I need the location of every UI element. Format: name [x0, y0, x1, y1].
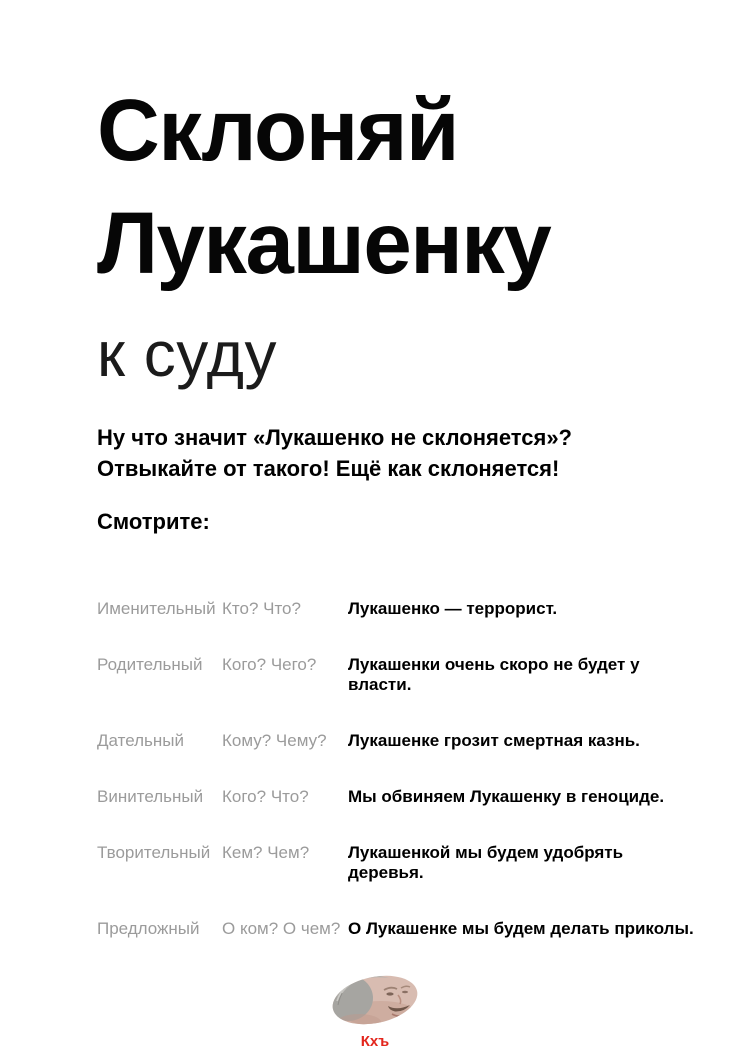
- case-question: Кому? Чему?: [222, 731, 327, 750]
- page-title-line-1: Склоняй: [97, 82, 458, 179]
- case-name: Дательный: [97, 731, 184, 750]
- case-question: Кого? Что?: [222, 787, 309, 806]
- case-example: Лукашенко — террорист.: [348, 599, 558, 618]
- case-name: Родительный: [97, 655, 203, 674]
- table-row: [97, 787, 695, 807]
- case-name: Винительный: [97, 787, 204, 806]
- intro-paragraph: [97, 422, 695, 484]
- table-row: [97, 655, 695, 695]
- case-example: О Лукашенке мы будем делать приколы.: [348, 919, 694, 938]
- table-row: [97, 731, 695, 751]
- intro-line-1: Ну что значит «Лукашенко не склоняется»?: [97, 425, 572, 450]
- case-name: Творительный: [97, 843, 211, 862]
- meme-caption: Кхъ: [360, 1033, 390, 1050]
- cases-table: [97, 599, 695, 939]
- table-row: [97, 919, 695, 939]
- case-example: Лукашенке грозит смертная казнь.: [348, 731, 640, 750]
- case-name: Именительный: [97, 599, 216, 618]
- case-example: Лукашенки очень скоро не будет у власти.: [348, 655, 640, 694]
- poster-content: [0, 74, 750, 939]
- page-title: [97, 74, 695, 300]
- case-question: Кем? Чем?: [222, 843, 310, 862]
- case-example: Мы обвиняем Лукашенку в геноциде.: [348, 787, 665, 806]
- case-question: О ком? О чем?: [222, 919, 341, 938]
- page-title-line-2: Лукашенку: [97, 195, 551, 292]
- case-question: Кого? Чего?: [222, 655, 317, 674]
- case-name: Предложный: [97, 919, 200, 938]
- lukashenko-tilted-head-image: [329, 975, 421, 1025]
- case-example: Лукашенкой мы будем удобрять деревья.: [348, 843, 624, 882]
- footer: [0, 975, 750, 1050]
- table-row: [97, 599, 695, 619]
- intro-line-2: Отвыкайте от такого! Ещё как склоняется!: [97, 456, 560, 481]
- table-row: [97, 843, 695, 883]
- case-question: Кто? Что?: [222, 599, 301, 618]
- page-subtitle: к суду: [97, 318, 277, 390]
- lead-in-label: Смотрите:: [97, 509, 210, 534]
